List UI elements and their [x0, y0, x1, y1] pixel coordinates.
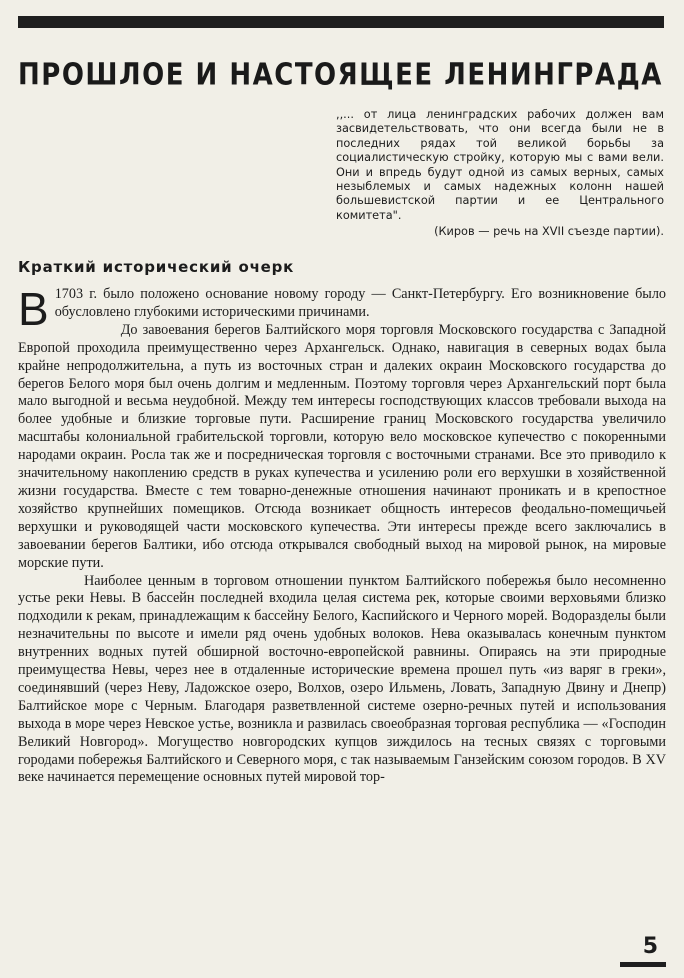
epigraph	[336, 108, 664, 240]
page-number-rule	[620, 962, 666, 967]
article-body	[18, 283, 666, 787]
epigraph-source: (Киров — речь на XVII съезде партии).	[434, 225, 664, 239]
paragraph-3: Наиболее ценным в торговом отношении пунктом Балтийского побережья было несомненно устье реки Невы. В бассейн последней входила целая система рек, которые своими верховьями близко подходили к рекам, принадлежащим к бассейну Белого, Каспийского и Черного морей. Водоразделы были незначительны по высоте и имели ряд очень удобных волоков. Нева оказывалась конечным пунктом внутренних водных путей обширной восточно-европейской равнины. Опираясь на эти природные преимущества Невы, через нее в отдаленные исторические времена прошел путь «из варяг в греки», соединявший (через Неву, Ладожское озеро, Волхов, озеро Ильмень, Ловать, Западную Двину и Днепр) Балтийское море с Черным. Благодаря разветвленной системе озерно-речных путей и использования выхода в море через Невское устье, возникла и развилась своеобразная торговая республика — «Господин Великий Новгород». Могущество новгородских купцов зиждилось на тесных связях с торговыми городами побережья Балтийского и Северного моря, с так называемым Ганзейским союзом городов. В XV веке начинается перемещение основных путей мировой тор-	[18, 572, 666, 786]
paragraph-1	[18, 283, 666, 335]
section-heading: Краткий исторический очерк	[18, 258, 295, 276]
header-rule	[18, 16, 664, 28]
epigraph-text: ,,... от лица ленинградских рабочих должен вам засвидетельствовать, что они всегда были не в последних рядах той великой борьбы за социалистическую стройку, которую мы с вами вели. Они и впредь будут одной из самых верных, самых незыблемых и самых надежных колонн нашей большевистской партии и ее Центрального комитета".	[336, 108, 664, 222]
paragraph-1-text: 1703 г. было положено основание новому городу — Санкт-Петербургу. Его возникновение было обусловлено глубокими историческими причинами.	[54, 286, 666, 320]
paragraph-2: До завоевания берегов Балтийского моря торговля Московского государства с Западной Европой проходила преимущественно через Архангельск. Однако, навигация в северных водах была крайне непродолжительна, а путь из восточных стран и далеких окраин Московского государства до берегов Белого моря был очень долгим и медленным. Поэтому торговля через Архангельский порт была мало выгодной и весьма неудобной. Между тем интересы господствующих классов требовали выхода на более удобные и близкие торговые пути. Расширение границ Московского государства увеличило масштабы колониальной грабительской торговли, которую вело московское купечество с покоренными народами окраин. Росла так же и посредническая торговля с восточными странами. Все это приводило к значительному накоплению средств в руках купечества и усилению роли его верхушки в хозяйственной жизни государства. Вместе с тем товарно-денежные отношения начинают проникать и в крепостное хозяйство крупнейших помещиков. Отсюда возникает общность интересов феодально-помещичьей верхушки и руководящей части московского купечества. Эти интересы прежде всего заключались в завоевании берегов Балтики, ибо отсюда открывался свободный выход на мировой рынок, на мировые морские пути.	[18, 321, 666, 571]
drop-cap: В	[18, 283, 49, 335]
page-title: ПРОШЛОЕ И НАСТОЯЩЕЕ ЛЕНИНГРАДА	[18, 58, 663, 93]
page-number: 5	[642, 934, 658, 959]
